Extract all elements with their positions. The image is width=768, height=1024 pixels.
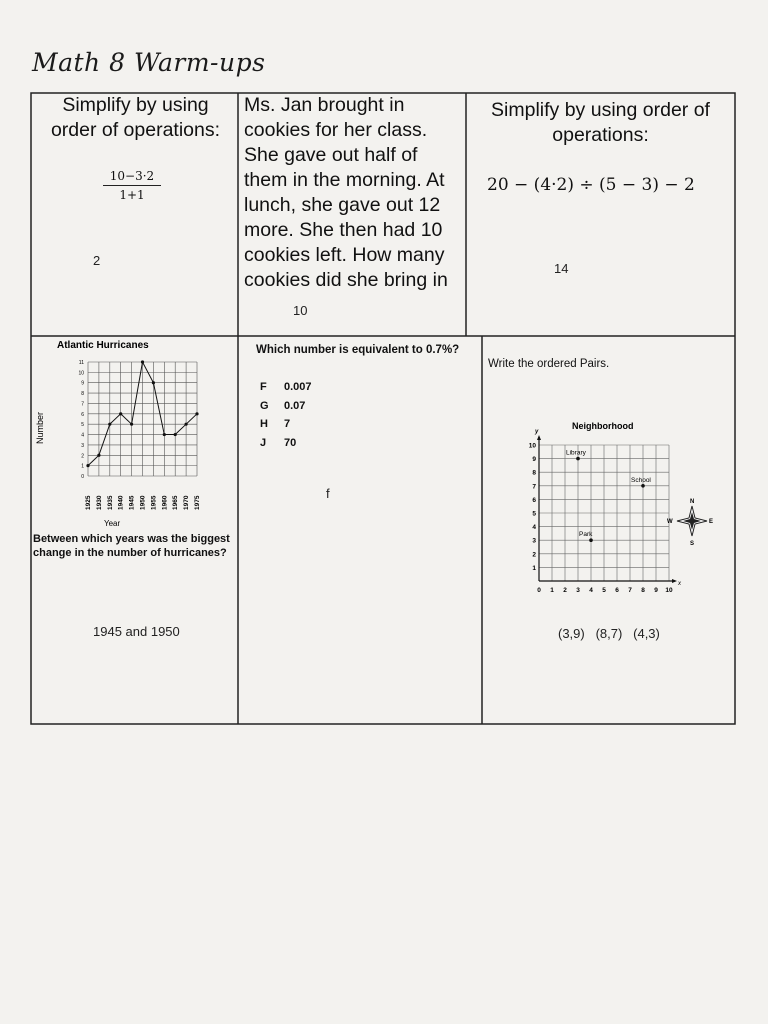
- y-axis-label: Number: [35, 411, 45, 444]
- data-point: [108, 423, 111, 426]
- x-tick-label: 6: [615, 587, 619, 594]
- map-point: [641, 484, 645, 488]
- cell-ordered-pairs: [482, 336, 735, 724]
- choice-row: [260, 418, 312, 437]
- y-tick-label: 7: [81, 401, 84, 408]
- x-tick-label: 1: [550, 587, 554, 594]
- x-tick-label: 1930: [95, 495, 103, 510]
- x-tick-label: 1960: [161, 495, 169, 510]
- cell-1-answer: 2: [93, 253, 101, 268]
- data-point: [152, 381, 155, 384]
- cell-hurricane-chart: [31, 336, 238, 724]
- compass-n: N: [690, 499, 695, 505]
- fraction: [103, 169, 161, 202]
- map-point: [589, 538, 593, 542]
- chart-title: Atlantic Hurricanes: [57, 340, 149, 351]
- x-tick-label: 9: [654, 587, 658, 594]
- map-point: [576, 457, 580, 461]
- map-title: Neighborhood: [572, 421, 634, 431]
- y-axis-arrow-icon: [537, 435, 541, 440]
- data-point: [97, 454, 100, 457]
- map-point-label: School: [631, 476, 651, 484]
- choice-value: 7: [284, 418, 291, 430]
- choice-row: [260, 400, 312, 419]
- map-point-label: Park: [579, 531, 593, 539]
- y-tick-label: 8: [532, 469, 536, 477]
- cell-3-prompt: Simplify by using order of operations:: [491, 99, 710, 146]
- data-point: [185, 423, 188, 426]
- compass-rose-icon: [667, 499, 713, 547]
- cell-order-of-operations-1: [31, 93, 238, 336]
- choice-letter: F: [260, 381, 267, 393]
- math-expression: 20 − (4·2) ÷ (5 − 3) − 2: [487, 175, 695, 195]
- x-tick-label: 1975: [194, 495, 201, 510]
- cell-5-answer: f: [326, 486, 330, 501]
- y-tick-label: 5: [532, 510, 536, 518]
- cell-1-prompt: Simplify by using order of operations:: [50, 94, 221, 141]
- choice-letter: H: [260, 418, 268, 430]
- data-point: [130, 423, 133, 426]
- x-tick-label: 10: [665, 587, 673, 594]
- x-axis-arrow-icon: [672, 579, 677, 583]
- data-point: [86, 464, 89, 467]
- choice-row: [260, 437, 312, 456]
- chart-question: Between which years was the biggest change in the number of hurricanes?: [33, 533, 230, 559]
- y-tick-label: 0: [81, 474, 84, 480]
- x-tick-label: 8: [641, 587, 645, 594]
- y-tick-label: 2: [81, 453, 84, 460]
- y-tick-label: 1: [81, 463, 84, 470]
- x-tick-label: 1940: [117, 495, 125, 510]
- y-tick-label: 7: [532, 483, 536, 491]
- x-tick-label: 5: [602, 587, 606, 594]
- map-point-label: Library: [566, 449, 586, 457]
- choice-value: 0.007: [284, 381, 312, 393]
- x-tick-label: 1945: [128, 495, 136, 510]
- hurricane-line-chart: [31, 336, 238, 532]
- cell-multiple-choice: [238, 336, 482, 724]
- y-tick-label: 10: [78, 370, 84, 377]
- y-tick-label: 3: [81, 442, 84, 449]
- choice-value: 0.07: [284, 399, 306, 412]
- x-tick-label: 1935: [106, 495, 114, 510]
- neighborhood-map: [482, 336, 735, 616]
- x-tick-label: 1970: [183, 495, 191, 510]
- data-point: [163, 433, 166, 436]
- x-tick-label: 1955: [150, 495, 158, 510]
- y-tick-label: 5: [81, 422, 84, 429]
- y-tick-label: 9: [532, 456, 536, 464]
- y-tick-label: 6: [81, 411, 84, 418]
- choice-letter: G: [260, 399, 269, 412]
- cell-3-answer: 14: [554, 261, 569, 276]
- y-tick-label: 6: [532, 496, 536, 504]
- data-point: [195, 412, 198, 415]
- x-tick-label: 1950: [139, 495, 147, 510]
- y-tick-label: 9: [81, 380, 84, 387]
- cell-order-of-operations-2: [466, 93, 735, 336]
- cell-6-answer: (3,9) (8,7) (4,3): [558, 626, 660, 641]
- y-tick-label: 3: [532, 537, 536, 545]
- cell-word-problem: [238, 93, 466, 336]
- data-point: [119, 412, 122, 415]
- x-tick-label: 2: [563, 587, 567, 594]
- y-tick-label: 4: [81, 432, 84, 439]
- x-tick-label: 0: [537, 587, 541, 594]
- data-point: [174, 433, 177, 436]
- cell-4-answer: 1945 and 1950: [93, 624, 180, 639]
- x-tick-label: 4: [589, 587, 593, 594]
- x-tick-label: 7: [628, 587, 632, 594]
- compass-s: S: [690, 541, 695, 547]
- x-axis-label: x: [678, 581, 681, 587]
- y-tick-label: 10: [528, 442, 536, 450]
- x-tick-label: 1965: [172, 495, 180, 510]
- mc-question: Which number is equivalent to 0.7%?: [256, 344, 460, 356]
- page-title: Math 8 Warm-ups: [32, 48, 266, 77]
- x-tick-label: 3: [576, 587, 580, 594]
- cell-2-prompt: Ms. Jan brought in cookies for her class. She gave out half of them in the morning. At lunch, she gave out 12 more. She then had 10 cookies left. How many cookies did she bring in: [244, 94, 448, 291]
- y-tick-label: 2: [532, 551, 536, 559]
- cell-2-answer: 10: [293, 303, 308, 318]
- cell-6-prompt: Write the ordered Pairs.: [488, 358, 610, 370]
- data-point: [141, 360, 144, 363]
- y-axis-label: y: [535, 429, 539, 435]
- y-tick-label: 11: [78, 360, 84, 366]
- y-tick-label: 1: [532, 564, 536, 572]
- choice-letter: J: [260, 436, 267, 449]
- x-axis-label: Year: [104, 519, 121, 528]
- y-tick-label: 4: [532, 524, 536, 532]
- choice-row: [260, 381, 312, 400]
- compass-e: E: [709, 519, 714, 525]
- compass-w: W: [667, 519, 673, 525]
- fraction-numerator: 10−3·2: [109, 169, 155, 183]
- y-tick-label: 8: [81, 391, 84, 398]
- x-tick-label: 1925: [85, 495, 92, 510]
- fraction-denominator: 1+1: [119, 188, 145, 202]
- choice-value: 70: [284, 436, 297, 449]
